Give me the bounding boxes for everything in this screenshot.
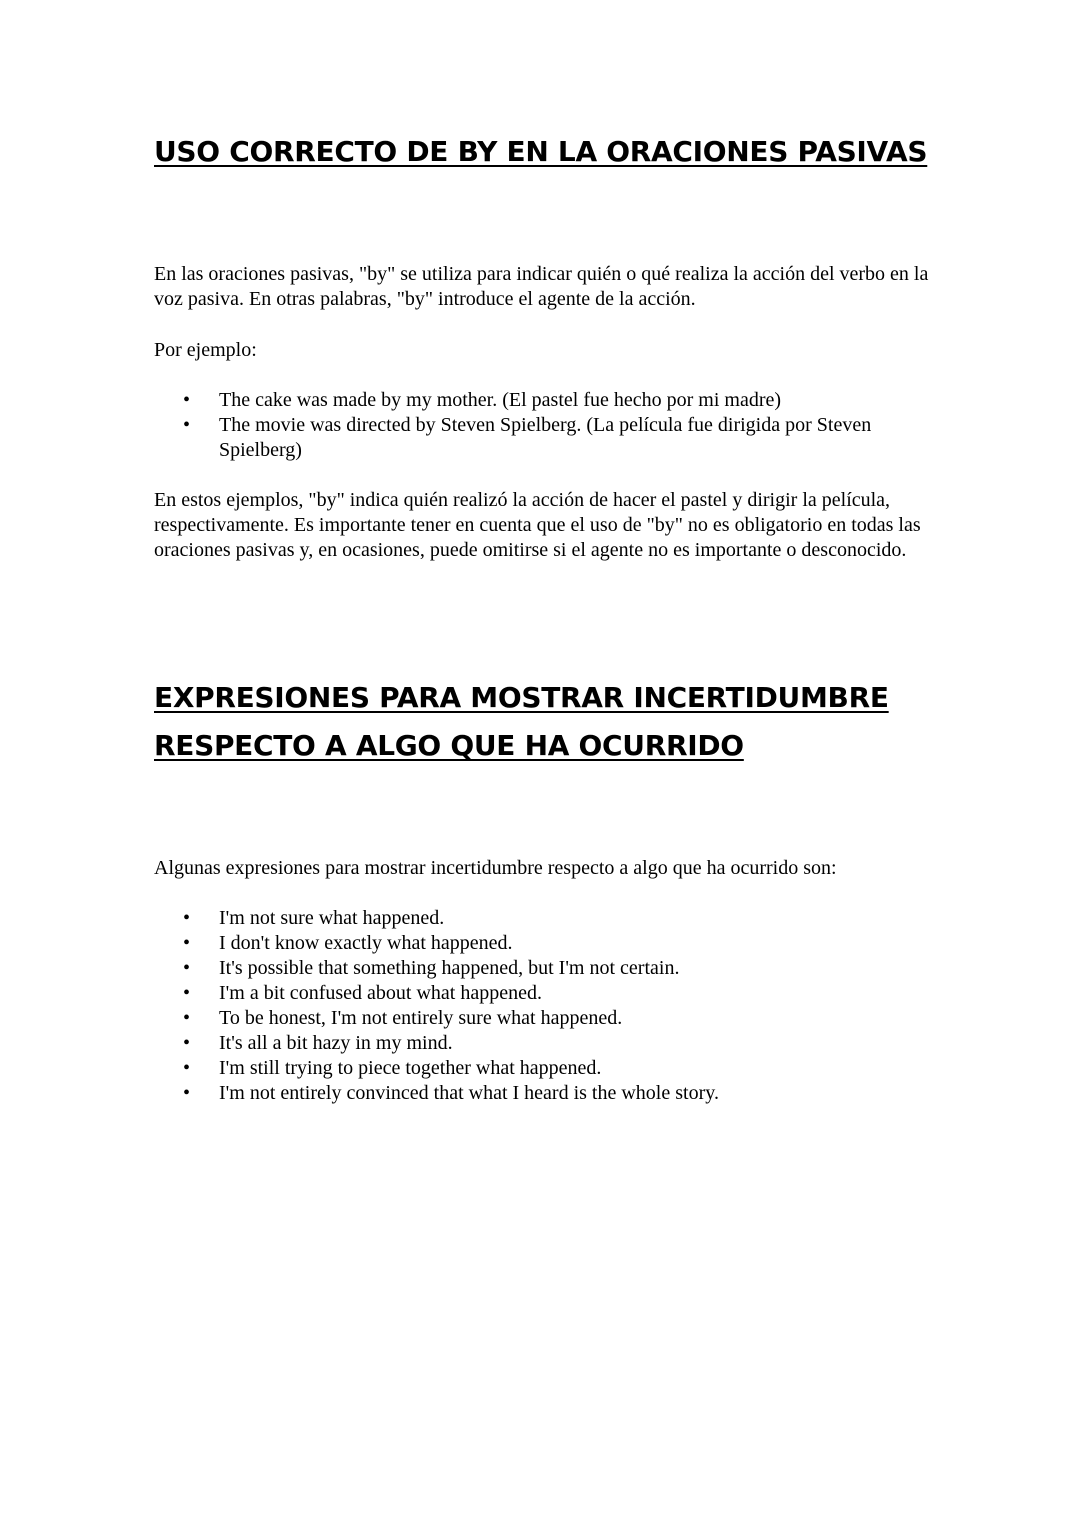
list-item (154, 1006, 874, 1031)
list-item (154, 981, 874, 1006)
list-item (154, 1031, 874, 1056)
bullet-icon: • (183, 982, 191, 1004)
examples-list (154, 388, 874, 463)
list-item (154, 1056, 874, 1081)
expression-text: I don't know exactly what happened. (219, 932, 513, 954)
expressions-list (154, 906, 874, 1106)
example-text: The movie was directed by Steven Spielberg. (La película fue dirigida por Steven Spielberg) (219, 414, 872, 461)
section2-title: EXPRESIONES PARA MOSTRAR INCERTIDUMBRE RESPECTO A ALGO QUE HA OCURRIDO (154, 681, 889, 762)
expression-text: I'm not sure what happened. (219, 907, 445, 929)
bullet-icon: • (183, 1032, 191, 1054)
section1-intro: En las oraciones pasivas, "by" se utiliza para indicar quién o qué realiza la acción del verbo en la voz pasiva. En otras palabras, "by" introduce el agente de la acción. (154, 263, 929, 310)
bullet-icon: • (183, 1057, 191, 1079)
expression-text: I'm still trying to piece together what happened. (219, 1057, 602, 1079)
bullet-icon: • (183, 957, 191, 979)
expression-text: I'm not entirely convinced that what I heard is the whole story. (219, 1082, 719, 1104)
expression-text: To be honest, I'm not entirely sure what happened. (219, 1007, 623, 1029)
section1-explanation: En estos ejemplos, "by" indica quién realizó la acción de hacer el pastel y dirigir la película, respectivamente. Es importante tener en cuenta que el uso de "by" no es obligatorio en todas las oraciones pasivas y, en ocasiones, puede omitirse si el agente no es importante o desconocido. (154, 489, 921, 561)
list-item (154, 906, 874, 931)
list-item (154, 413, 874, 463)
list-item (154, 931, 874, 956)
expression-text: It's possible that something happened, but I'm not certain. (219, 957, 680, 979)
bullet-icon: • (183, 1082, 191, 1104)
bullet-icon: • (183, 389, 191, 411)
bullet-icon: • (183, 932, 191, 954)
example-text: The cake was made by my mother. (El pastel fue hecho por mi madre) (219, 389, 782, 411)
expression-text: I'm a bit confused about what happened. (219, 982, 542, 1004)
list-item (154, 1081, 874, 1106)
list-item (154, 956, 874, 981)
section1-title: USO CORRECTO DE BY EN LA ORACIONES PASIVAS (154, 135, 928, 168)
bullet-icon: • (183, 1007, 191, 1029)
bullet-icon: • (183, 414, 191, 436)
example-label: Por ejemplo: (154, 339, 257, 361)
list-item (154, 388, 874, 413)
bullet-icon: • (183, 907, 191, 929)
section2-intro: Algunas expresiones para mostrar incertidumbre respecto a algo que ha ocurrido son: (154, 857, 837, 879)
expression-text: It's all a bit hazy in my mind. (219, 1032, 453, 1054)
